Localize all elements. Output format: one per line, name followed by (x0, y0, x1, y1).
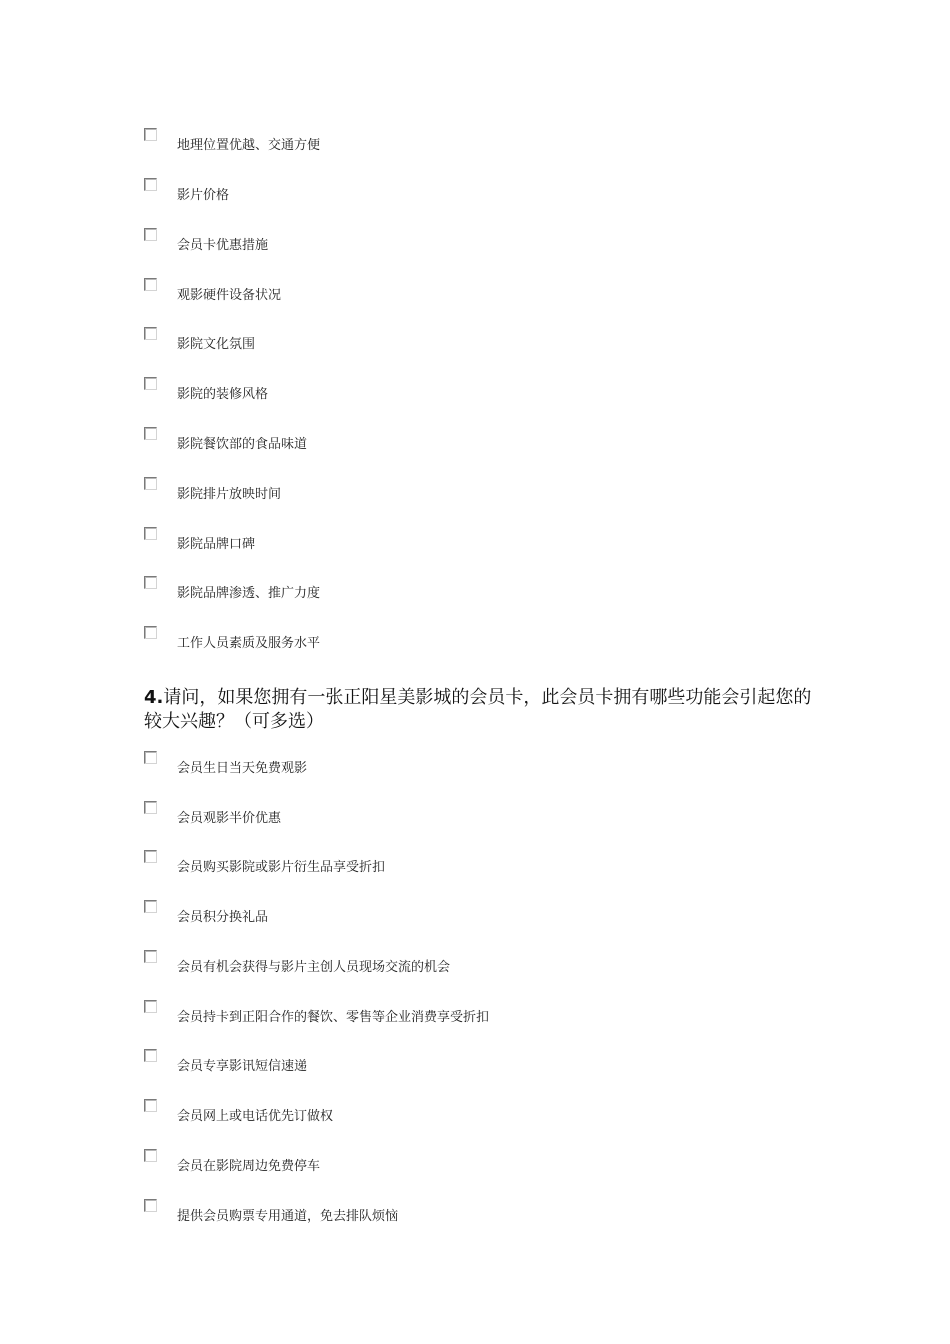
checkbox[interactable] (144, 751, 157, 764)
checkbox[interactable] (144, 1049, 157, 1062)
option-label: 会员网上或电话优先订做权 (177, 1109, 334, 1124)
option-label: 会员有机会获得与影片主创人员现场交流的机会 (177, 960, 451, 975)
option-label: 会员卡优惠措施 (177, 238, 269, 253)
option-label: 会员观影半价优惠 (177, 811, 282, 826)
option-item (144, 900, 844, 930)
option-item (144, 801, 844, 831)
option-label: 影院文化氛围 (177, 337, 256, 352)
option-item (144, 1199, 844, 1229)
checkbox[interactable] (144, 477, 157, 490)
option-label: 会员专享影讯短信速递 (177, 1059, 308, 1074)
option-item (144, 1049, 844, 1079)
option-item (144, 327, 844, 357)
checkbox[interactable] (144, 850, 157, 863)
option-item (144, 850, 844, 880)
option-label: 会员积分换礼品 (177, 910, 269, 925)
option-item (144, 950, 844, 980)
question-text: 请问，如果您拥有一张正阳星美影城的会员卡，此会员卡拥有哪些功能会引起您的较大兴趣？（可多选） (144, 687, 812, 732)
option-item (144, 377, 844, 407)
option-item (144, 128, 844, 158)
checkbox[interactable] (144, 377, 157, 390)
option-label: 影片价格 (177, 188, 230, 203)
checkbox[interactable] (144, 1099, 157, 1112)
question-number: 4. (144, 687, 164, 708)
option-label: 会员在影院周边免费停车 (177, 1159, 321, 1174)
checkbox[interactable] (144, 1000, 157, 1013)
option-item (144, 1099, 844, 1129)
option-item (144, 228, 844, 258)
checkbox[interactable] (144, 1199, 157, 1212)
checkbox[interactable] (144, 950, 157, 963)
checkbox[interactable] (144, 327, 157, 340)
option-label: 影院的装修风格 (177, 387, 269, 402)
option-label: 影院餐饮部的食品味道 (177, 437, 308, 452)
checkbox[interactable] (144, 178, 157, 191)
option-label: 工作人员素质及服务水平 (177, 636, 321, 651)
option-label: 会员生日当天免费观影 (177, 761, 308, 776)
option-label: 影院品牌口碑 (177, 537, 256, 552)
option-item (144, 527, 844, 557)
checkbox[interactable] (144, 1149, 157, 1162)
checkbox[interactable] (144, 900, 157, 913)
option-label: 会员持卡到正阳合作的餐饮、零售等企业消费享受折扣 (177, 1010, 490, 1025)
option-item (144, 178, 844, 208)
checkbox[interactable] (144, 527, 157, 540)
option-item (144, 278, 844, 308)
option-item (144, 626, 844, 656)
checkbox[interactable] (144, 626, 157, 639)
option-item (144, 427, 844, 457)
checkbox[interactable] (144, 278, 157, 291)
checkbox[interactable] (144, 228, 157, 241)
option-label: 影院排片放映时间 (177, 487, 282, 502)
checkbox[interactable] (144, 128, 157, 141)
option-item (144, 477, 844, 507)
option-label: 提供会员购票专用通道，免去排队烦恼 (177, 1209, 399, 1224)
option-item (144, 1000, 844, 1030)
option-label: 会员购买影院或影片衍生品享受折扣 (177, 860, 386, 875)
checkbox[interactable] (144, 576, 157, 589)
question-title (144, 686, 824, 734)
checkbox[interactable] (144, 427, 157, 440)
option-item (144, 576, 844, 606)
option-item (144, 1149, 844, 1179)
option-label: 影院品牌渗透、推广力度 (177, 586, 321, 601)
option-item (144, 751, 844, 781)
option-label: 地理位置优越、交通方便 (177, 138, 321, 153)
checkbox[interactable] (144, 801, 157, 814)
option-label: 观影硬件设备状况 (177, 288, 282, 303)
